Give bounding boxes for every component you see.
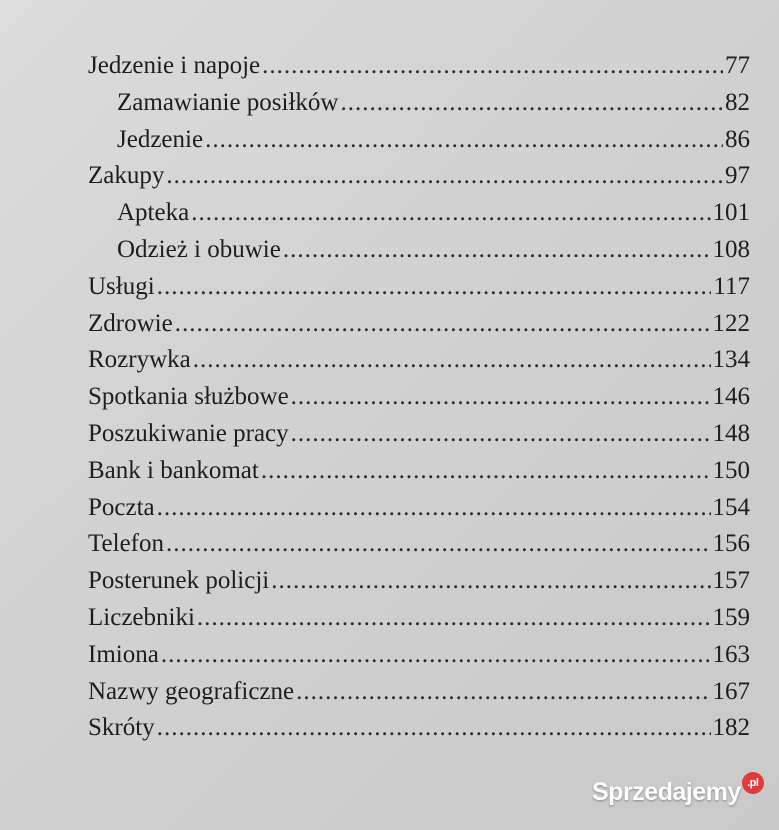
- toc-entry-title: Spotkania służbowe: [88, 383, 289, 411]
- dot-leader: [261, 453, 711, 490]
- toc-entry-page: 156: [712, 530, 750, 558]
- dot-leader: [271, 563, 710, 600]
- toc-entry: [88, 600, 750, 637]
- dot-leader: [205, 122, 723, 159]
- watermark-tld-badge: .pl: [742, 772, 764, 794]
- toc-entry-title: Telefon: [88, 530, 164, 558]
- toc-entry-title: Skróty: [88, 714, 155, 742]
- toc-entry-page: 167: [712, 677, 750, 705]
- toc-entry-title: Zakupy: [88, 162, 165, 190]
- dot-leader: [191, 195, 710, 232]
- toc-entry-page: 108: [712, 235, 750, 263]
- toc-entry-title: Jedzenie i napoje: [88, 52, 261, 79]
- toc-entry-title: Poczta: [88, 493, 155, 521]
- toc-entry-page: 101: [712, 199, 750, 227]
- toc-entry: [88, 490, 750, 527]
- dot-leader: [340, 85, 723, 122]
- toc-entry: [88, 453, 750, 490]
- toc-entry-title: Odzież i obuwie: [117, 235, 281, 263]
- toc-entry-title: Rozrywka: [88, 346, 191, 374]
- toc-entry-page: 159: [712, 603, 750, 631]
- toc-entry: [88, 379, 750, 416]
- toc-entry-title: Zdrowie: [88, 309, 173, 337]
- dot-leader: [157, 269, 712, 306]
- toc-entry-page: 117: [713, 272, 750, 300]
- toc-entry-page: 150: [712, 456, 750, 484]
- toc-entry-title: Apteka: [117, 199, 190, 227]
- toc-entry-title: Nazwy geograficzne: [88, 677, 295, 705]
- toc-entry: [88, 710, 750, 747]
- dot-leader: [262, 48, 723, 85]
- toc-entry: [88, 526, 750, 563]
- dot-leader: [291, 416, 711, 453]
- toc-entry: [88, 674, 750, 711]
- toc-entry: [88, 232, 750, 269]
- dot-leader: [175, 306, 711, 343]
- toc-entry-title: Poszukiwanie pracy: [88, 419, 289, 447]
- toc-entry-title: Usługi: [88, 272, 155, 300]
- dot-leader: [157, 490, 711, 527]
- toc-entry: [88, 122, 750, 159]
- toc-entry: [88, 85, 750, 122]
- dot-leader: [166, 158, 723, 195]
- toc-entry-title: Posterunek policji: [88, 567, 270, 595]
- dot-leader: [193, 342, 711, 379]
- toc-entry-title: Bank i bankomat: [88, 456, 259, 484]
- toc-entry-page: 157: [712, 567, 750, 595]
- toc-entry: [88, 416, 750, 453]
- watermark-brand: Sprzedajemy: [592, 778, 741, 806]
- toc-entry: [88, 306, 750, 343]
- dot-leader: [157, 710, 711, 747]
- toc-entry: [88, 195, 750, 232]
- dot-leader: [291, 379, 711, 416]
- toc-entry-title: Zamawianie posiłków: [117, 88, 339, 116]
- toc-entry: [88, 269, 750, 306]
- dot-leader: [296, 674, 710, 711]
- toc-entry: [88, 637, 750, 674]
- toc-entry-page: 148: [712, 419, 750, 447]
- toc-entry-page: 86: [725, 125, 750, 153]
- toc-entry-page: 146: [712, 383, 750, 411]
- toc-entry-title: Imiona: [88, 640, 159, 668]
- toc-entry-title: Jedzenie: [117, 125, 204, 153]
- toc-entry: [88, 563, 750, 600]
- toc-entry-page: 77: [725, 52, 750, 79]
- toc-entry-page: 82: [725, 88, 750, 116]
- watermark-logo: [592, 778, 764, 807]
- toc-entry-page: 163: [712, 640, 750, 668]
- dot-leader: [197, 600, 711, 637]
- toc-entry-page: 182: [712, 714, 750, 742]
- toc-entry-title: Liczebniki: [88, 603, 195, 631]
- toc-entry: [88, 48, 750, 85]
- toc-entry-page: 154: [712, 493, 750, 521]
- dot-leader: [283, 232, 711, 269]
- toc-entry-page: 134: [712, 346, 750, 374]
- dot-leader: [166, 526, 711, 563]
- toc-entry-page: 97: [725, 162, 750, 190]
- toc-entry: [88, 158, 750, 195]
- toc-entry: [88, 342, 750, 379]
- toc-entry-page: 122: [712, 309, 750, 337]
- table-of-contents: [88, 48, 750, 747]
- dot-leader: [161, 637, 711, 674]
